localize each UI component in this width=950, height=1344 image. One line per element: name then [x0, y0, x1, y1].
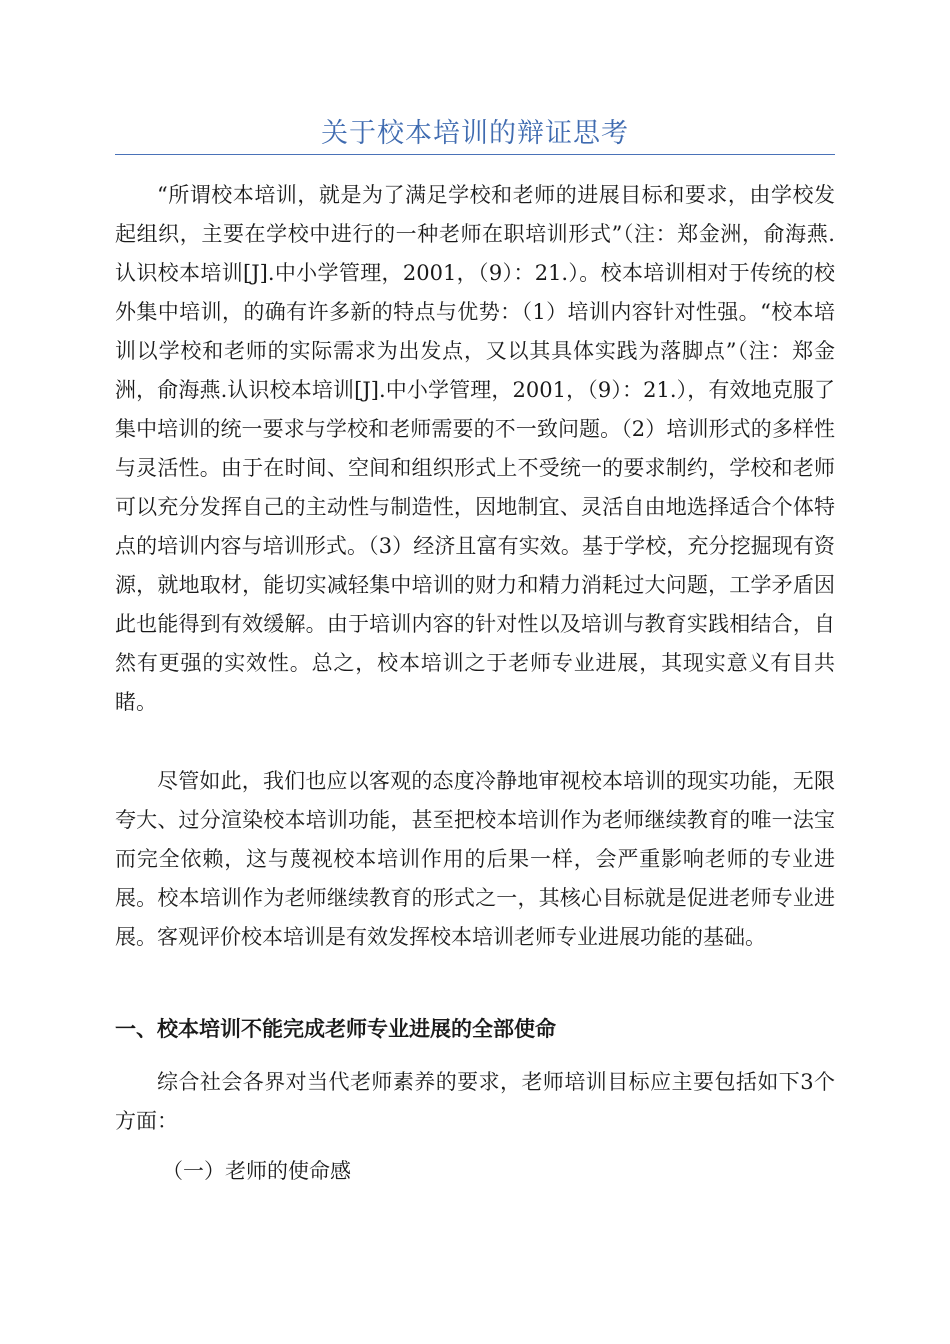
- section-paragraph-text: 综合社会各界对当代老师素养的要求，老师培训目标应主要包括如下3个方面：: [115, 1070, 835, 1133]
- paragraph-intro: [115, 176, 835, 722]
- subheading: （一）老师的使命感: [162, 1159, 351, 1183]
- title-underline: [115, 154, 835, 155]
- section-heading: 一、校本培训不能完成老师专业进展的全部使命: [115, 1017, 556, 1041]
- paragraph-intro-text: “所谓校本培训，就是为了满足学校和老师的进展目标和要求，由学校发起组织，主要在学校中进行的一种老师在职培训形式”（注：郑金洲，俞海燕.认识校本培训[J].中小学管理，2001，（9）：21.）。校本培训相对于传统的校外集中培训，的确有许多新的特点与优势：（1）培训内容针对性强。“校本培训以学校和老师的实际需求为出发点，又以其具体实践为落脚点”（注：郑金洲，俞海燕.认识校本培训[J].中小学管理，2001，（9）：21.），有效地克服了集中培训的统一要求与学校和老师需要的不一致问题。（2）培训形式的多样性与灵活性。由于在时间、空间和组织形式上不受统一的要求制约，学校和老师可以充分发挥自己的主动性与制造性，因地制宜、灵活自由地选择适合个体特点的培训内容与培训形式。（3）经济且富有实效。基于学校，充分挖掘现有资源，就地取材，能切实减轻集中培训的财力和精力消耗过大问题，工学矛盾因此也能得到有效缓解。由于培训内容的针对性以及培训与教育实践相结合，自然有更强的实效性。总之，校本培训之于老师专业进展，其现实意义有目共睹。: [115, 183, 835, 714]
- document-title: 关于校本培训的辩证思考: [321, 118, 629, 149]
- section-paragraph: [115, 1063, 835, 1141]
- paragraph-caution: [115, 762, 835, 957]
- paragraph-caution-text: 尽管如此，我们也应以客观的态度冷静地审视校本培训的现实功能，无限夸大、过分渲染校本培训功能，甚至把校本培训作为老师继续教育的唯一法宝而完全依赖，这与蔑视校本培训作用的后果一样，会严重影响老师的专业进展。校本培训作为老师继续教育的形式之一，其核心目标就是促进老师专业进展。客观评价校本培训是有效发挥校本培训老师专业进展功能的基础。: [115, 769, 835, 949]
